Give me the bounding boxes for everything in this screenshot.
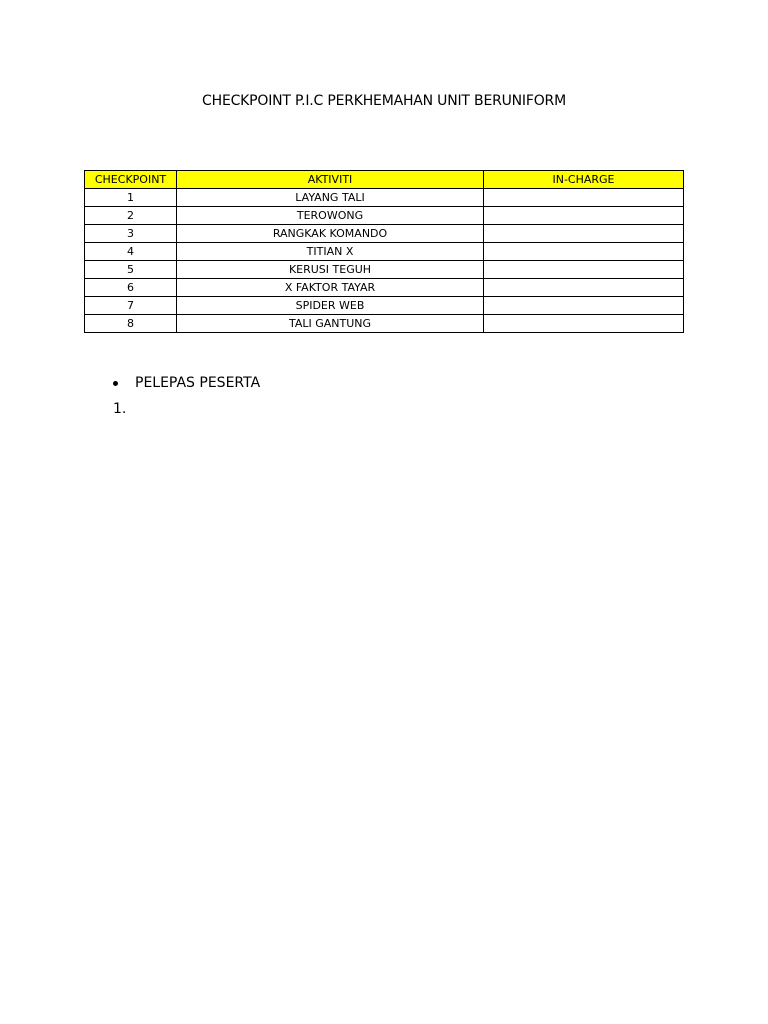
table-row (85, 279, 684, 297)
cell-checkpoint: 1 (85, 189, 177, 207)
table-row (85, 297, 684, 315)
cell-aktiviti: TALI GANTUNG (177, 315, 484, 333)
cell-checkpoint: 6 (85, 279, 177, 297)
checkpoint-table (84, 170, 684, 333)
cell-in-charge[interactable] (484, 297, 684, 315)
numbered-list-item: 1. (113, 401, 127, 417)
cell-checkpoint: 4 (85, 243, 177, 261)
cell-aktiviti: KERUSI TEGUH (177, 261, 484, 279)
bullet-icon (113, 381, 118, 386)
cell-aktiviti: TITIAN X (177, 243, 484, 261)
cell-in-charge[interactable] (484, 243, 684, 261)
bullet-list-item (113, 375, 260, 391)
table-row (85, 243, 684, 261)
table-row (85, 315, 684, 333)
table-row (85, 207, 684, 225)
header-checkpoint: CHECKPOINT (85, 171, 177, 189)
cell-checkpoint: 8 (85, 315, 177, 333)
page-title: CHECKPOINT P.I.C PERKHEMAHAN UNIT BERUNIFORM (202, 93, 566, 109)
cell-aktiviti: RANGKAK KOMANDO (177, 225, 484, 243)
cell-checkpoint: 7 (85, 297, 177, 315)
cell-in-charge[interactable] (484, 225, 684, 243)
table-row (85, 261, 684, 279)
cell-in-charge[interactable] (484, 189, 684, 207)
table-row (85, 225, 684, 243)
cell-checkpoint: 5 (85, 261, 177, 279)
cell-aktiviti: TEROWONG (177, 207, 484, 225)
cell-aktiviti: X FAKTOR TAYAR (177, 279, 484, 297)
cell-aktiviti: SPIDER WEB (177, 297, 484, 315)
cell-checkpoint: 2 (85, 207, 177, 225)
cell-in-charge[interactable] (484, 207, 684, 225)
cell-aktiviti: LAYANG TALI (177, 189, 484, 207)
cell-in-charge[interactable] (484, 315, 684, 333)
header-aktiviti: AKTIVITI (177, 171, 484, 189)
cell-in-charge[interactable] (484, 261, 684, 279)
cell-in-charge[interactable] (484, 279, 684, 297)
header-in-charge: IN-CHARGE (484, 171, 684, 189)
bullet-text: PELEPAS PESERTA (135, 375, 261, 391)
cell-checkpoint: 3 (85, 225, 177, 243)
table-header-row (85, 171, 684, 189)
table-row (85, 189, 684, 207)
